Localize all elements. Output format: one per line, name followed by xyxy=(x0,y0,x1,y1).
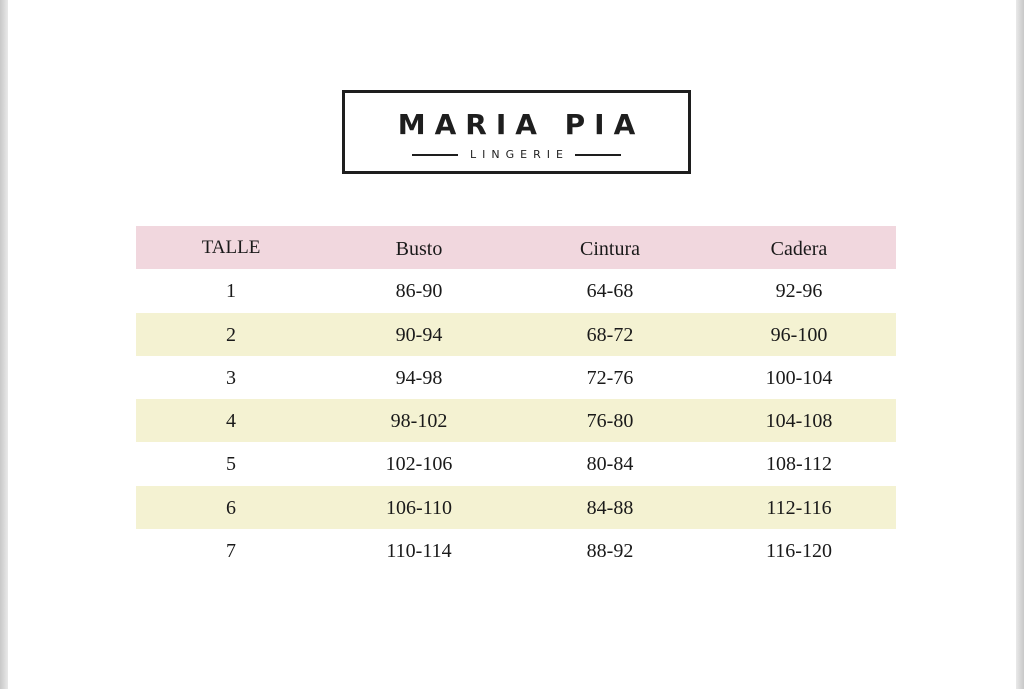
table-row xyxy=(136,486,896,529)
table-header-row xyxy=(136,226,896,269)
cell-cintura: 68-72 xyxy=(586,323,634,346)
cell-cintura: 72-76 xyxy=(586,366,634,389)
cell-talle: 3 xyxy=(226,366,236,389)
cell-cintura: 64-68 xyxy=(586,280,634,303)
header-cintura: Cintura xyxy=(580,238,640,260)
cell-busto: 106-110 xyxy=(386,496,452,519)
cell-busto: 102-106 xyxy=(385,453,453,476)
table-row xyxy=(136,313,896,356)
table-row xyxy=(136,356,896,399)
size-table xyxy=(136,226,896,572)
cell-cadera: 100-104 xyxy=(765,366,833,389)
cell-cintura: 84-88 xyxy=(586,496,634,519)
cell-cintura: 80-84 xyxy=(586,453,634,476)
cell-cadera: 104-108 xyxy=(765,410,833,433)
table-row xyxy=(136,442,896,485)
cell-busto: 98-102 xyxy=(390,410,448,433)
cell-cadera: 112-116 xyxy=(766,496,832,519)
cell-talle: 4 xyxy=(226,410,236,433)
subtitle-line-right xyxy=(575,154,621,156)
header-busto: Busto xyxy=(395,238,443,260)
cell-talle: 7 xyxy=(226,540,236,563)
table-row xyxy=(136,269,896,312)
table-row xyxy=(136,529,896,572)
subtitle-line-left xyxy=(412,154,458,156)
cell-cintura: 76-80 xyxy=(586,410,634,433)
header-talle: TALLE xyxy=(201,237,261,258)
brand-name: MARIA PIA xyxy=(397,108,645,141)
document-page xyxy=(8,0,1016,689)
cell-busto: 86-90 xyxy=(395,280,443,303)
cell-talle: 2 xyxy=(226,323,236,346)
cell-talle: 5 xyxy=(226,453,236,476)
brand-logo xyxy=(342,90,691,174)
cell-cadera: 108-112 xyxy=(766,453,832,476)
header-cadera: Cadera xyxy=(770,238,828,260)
cell-busto: 110-114 xyxy=(386,540,452,563)
page-edge-left xyxy=(0,0,8,689)
brand-subtitle-row xyxy=(345,149,688,161)
cell-talle: 6 xyxy=(226,496,236,519)
cell-cadera: 116-120 xyxy=(766,540,832,563)
cell-talle: 1 xyxy=(226,280,236,303)
cell-cintura: 88-92 xyxy=(586,540,634,563)
brand-subtitle: LINGERIE xyxy=(470,148,569,161)
cell-cadera: 92-96 xyxy=(775,280,823,303)
page-edge-right xyxy=(1016,0,1024,689)
table-row xyxy=(136,399,896,442)
cell-busto: 90-94 xyxy=(395,323,443,346)
cell-cadera: 96-100 xyxy=(770,323,828,346)
cell-busto: 94-98 xyxy=(395,366,443,389)
